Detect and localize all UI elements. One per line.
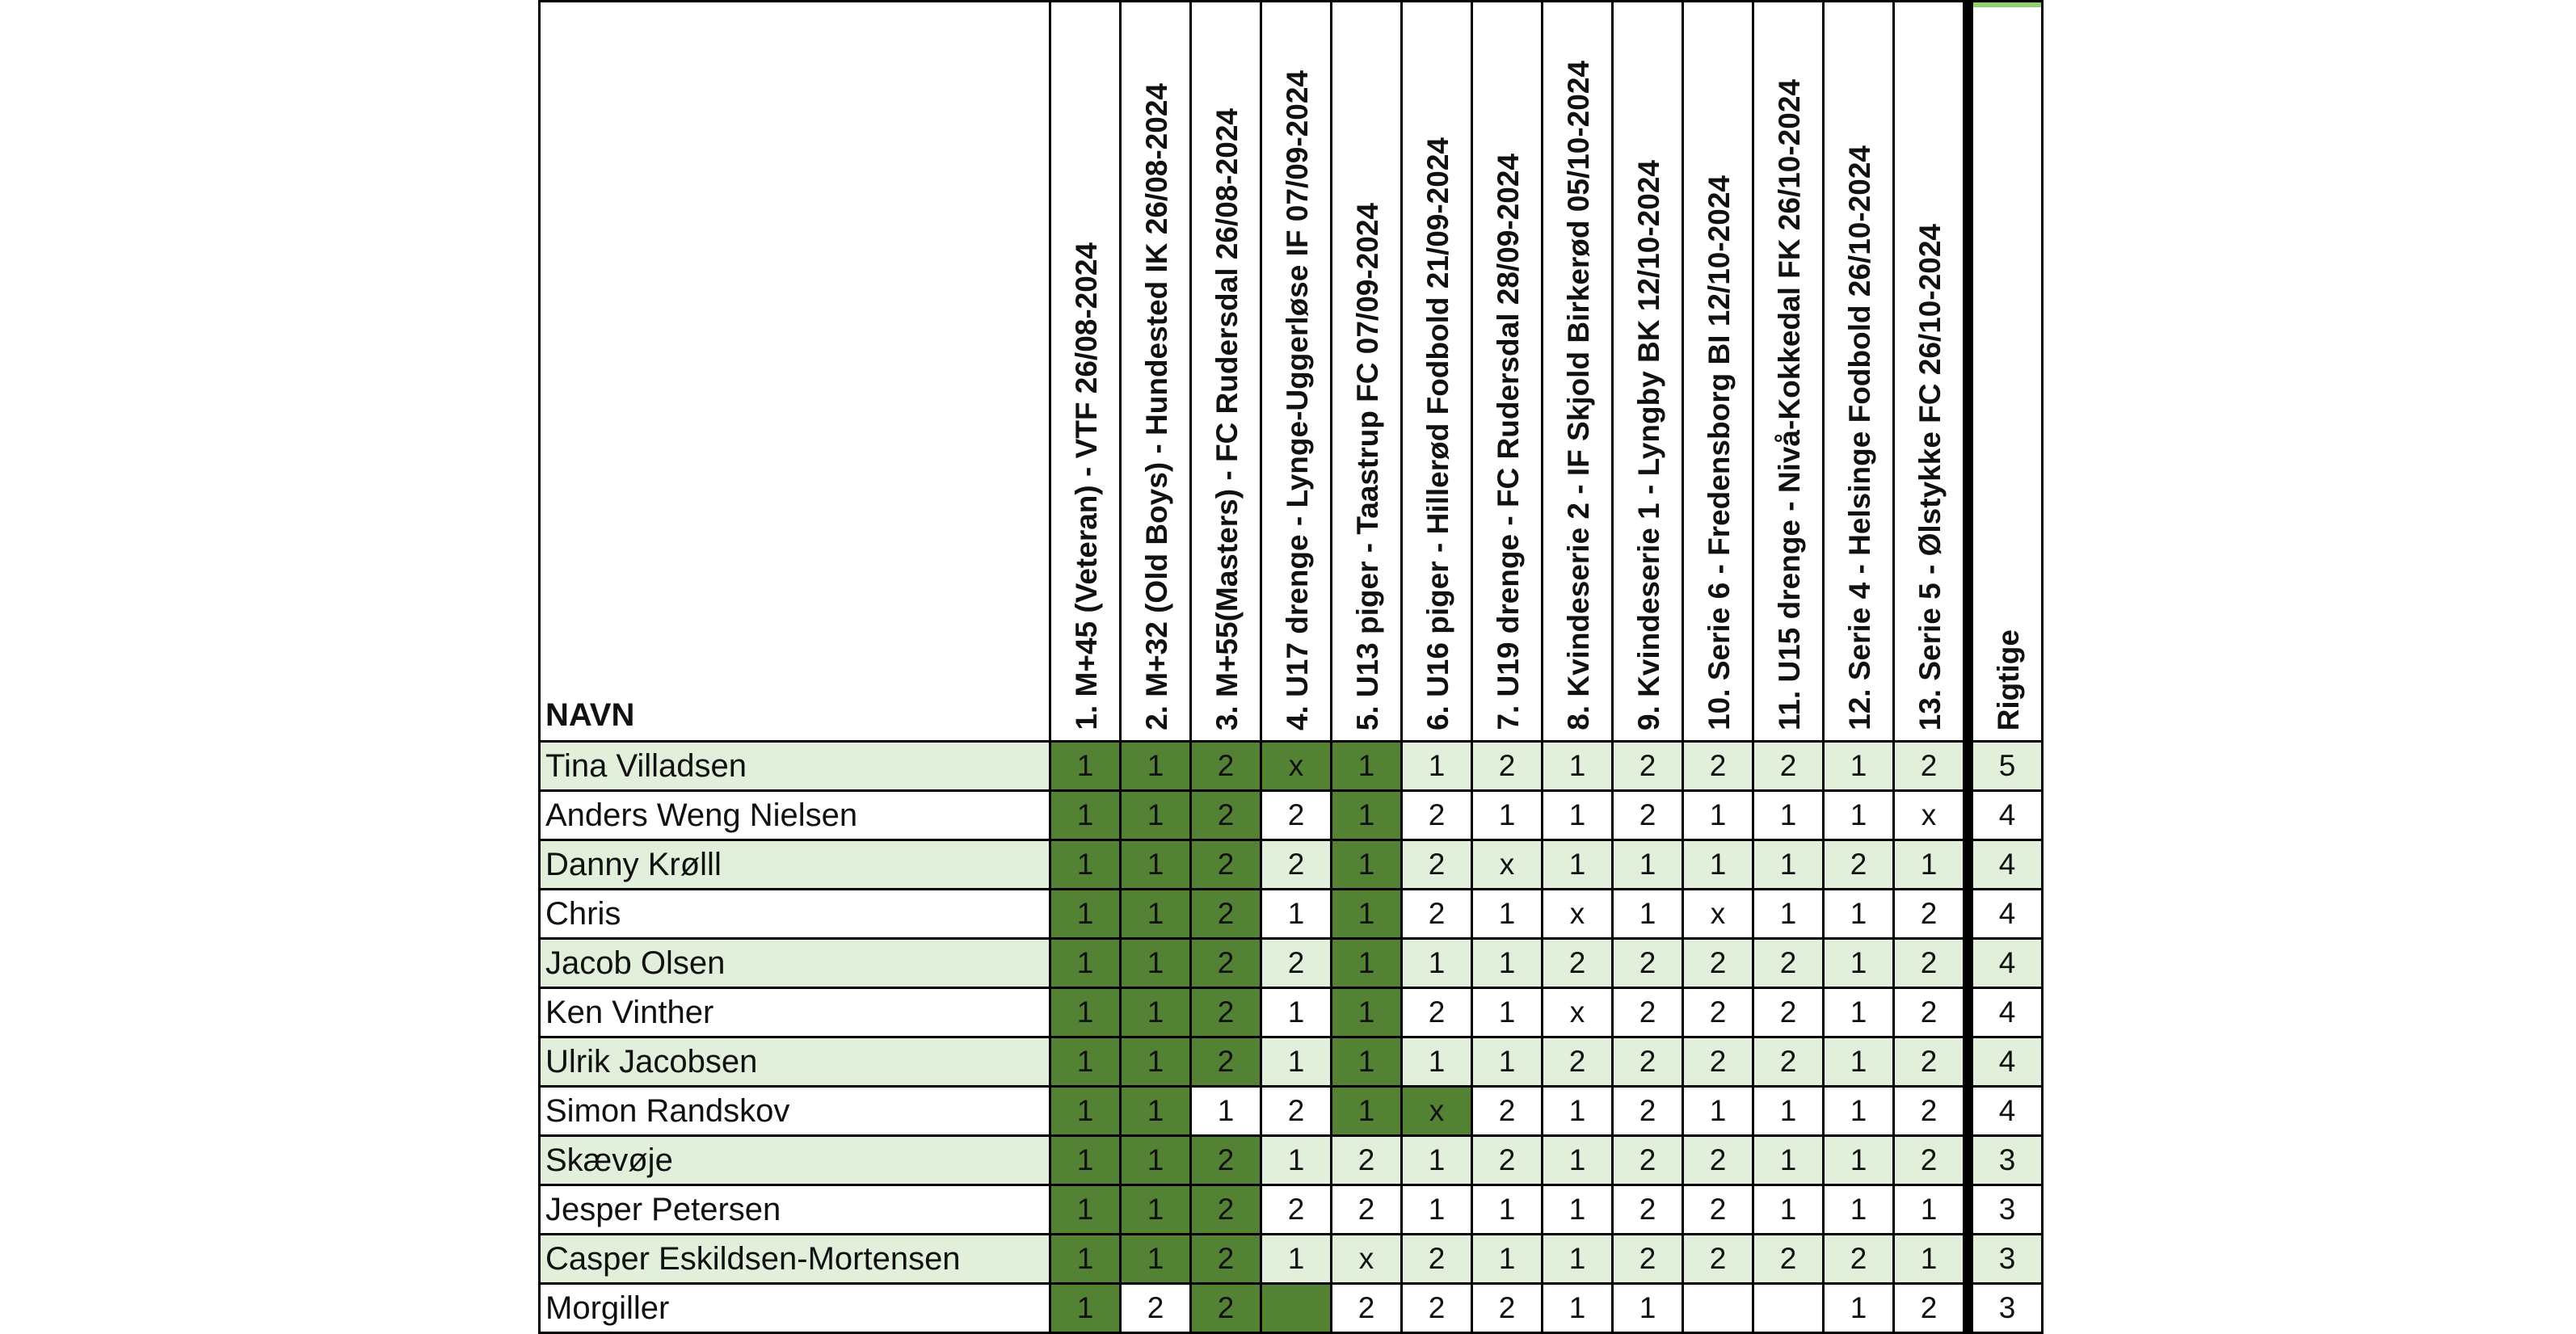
pick-cell[interactable]: 1	[1824, 1037, 1894, 1087]
pick-cell[interactable]: 2	[1613, 988, 1683, 1037]
column-separator	[1964, 890, 1972, 939]
pick-cell[interactable]: 2	[1332, 1284, 1402, 1333]
pick-cell[interactable]: 2	[1191, 840, 1261, 890]
pick-cell[interactable]: 2	[1683, 742, 1753, 791]
pick-cell[interactable]: 1	[1261, 1235, 1332, 1284]
participant-name-cell[interactable]: Simon Randskov	[540, 1087, 1050, 1136]
pick-cell[interactable]: 1	[1402, 742, 1472, 791]
table-row	[540, 988, 2043, 1037]
total-correct-cell[interactable]: 3	[1972, 1185, 2043, 1235]
pick-cell[interactable]: 1	[1050, 939, 1121, 988]
pick-cell[interactable]: 1	[1332, 890, 1402, 939]
pick-cell[interactable]: 2	[1683, 1235, 1753, 1284]
pick-cell[interactable]: 2	[1894, 1087, 1964, 1136]
pick-cell[interactable]: 1	[1050, 988, 1121, 1037]
total-correct-cell[interactable]: 4	[1972, 988, 2043, 1037]
pick-cell[interactable]: 2	[1613, 1136, 1683, 1185]
column-separator	[1964, 742, 1972, 791]
pick-cell[interactable]: 2	[1402, 840, 1472, 890]
match-header-6[interactable]	[1402, 2, 1472, 742]
pick-cell[interactable]: 1	[1753, 791, 1824, 840]
pick-cell[interactable]: 1	[1121, 890, 1191, 939]
match-header-3[interactable]	[1191, 2, 1261, 742]
pick-cell[interactable]: 2	[1753, 1235, 1824, 1284]
pick-cell[interactable]: 2	[1613, 1037, 1683, 1087]
total-correct-cell[interactable]: 4	[1972, 939, 2043, 988]
pick-cell[interactable]: 2	[1683, 1185, 1753, 1235]
pick-cell[interactable]: 2	[1824, 1235, 1894, 1284]
pick-cell[interactable]: 2	[1191, 890, 1261, 939]
match-header-10[interactable]	[1683, 2, 1753, 742]
pick-cell[interactable]: 1	[1121, 742, 1191, 791]
column-separator	[1964, 791, 1972, 840]
pick-cell[interactable]: 2	[1753, 1037, 1824, 1087]
participant-name-cell[interactable]: Jacob Olsen	[540, 939, 1050, 988]
pick-cell[interactable]: 2	[1261, 840, 1332, 890]
pick-cell[interactable]	[1683, 1284, 1753, 1333]
pick-cell[interactable]: 1	[1121, 1136, 1191, 1185]
match-header-label: 11. U15 drenge - Nivå-Kokkedal FK 26/10-2024	[1773, 78, 1806, 730]
pick-cell[interactable]: 1	[1402, 939, 1472, 988]
table-row	[540, 1037, 2043, 1087]
total-correct-cell[interactable]: 4	[1972, 840, 2043, 890]
pick-cell[interactable]: 2	[1894, 890, 1964, 939]
pick-cell[interactable]: 1	[1543, 1136, 1613, 1185]
pick-cell[interactable]: 1	[1050, 1087, 1121, 1136]
pick-cell[interactable]: 1	[1543, 1087, 1613, 1136]
pick-cell[interactable]: 2	[1191, 1235, 1261, 1284]
pick-cell[interactable]: 1	[1332, 1087, 1402, 1136]
pick-cell[interactable]: 1	[1824, 988, 1894, 1037]
pick-cell[interactable]: 1	[1121, 1185, 1191, 1235]
pick-cell[interactable]: 1	[1753, 840, 1824, 890]
pick-cell[interactable]: 1	[1824, 1136, 1894, 1185]
participant-name-cell[interactable]: Skævøje	[540, 1136, 1050, 1185]
pick-cell[interactable]: 1	[1613, 840, 1683, 890]
pick-cell[interactable]: 1	[1050, 742, 1121, 791]
pick-cell[interactable]: 2	[1894, 1284, 1964, 1333]
pick-cell[interactable]: 1	[1332, 988, 1402, 1037]
match-header-1[interactable]	[1050, 2, 1121, 742]
total-correct-cell[interactable]: 3	[1972, 1284, 2043, 1333]
pick-cell[interactable]: 2	[1824, 840, 1894, 890]
pick-cell[interactable]: 1	[1613, 1284, 1683, 1333]
pick-cell[interactable]: 2	[1472, 1136, 1543, 1185]
pick-cell[interactable]: 2	[1613, 791, 1683, 840]
pick-cell[interactable]: 1	[1121, 988, 1191, 1037]
match-header-label: 6. U16 piger - Hillerød Fodbold 21/09-2024	[1421, 137, 1454, 730]
pick-cell[interactable]: 1	[1402, 1037, 1472, 1087]
pick-cell[interactable]: x	[1683, 890, 1753, 939]
match-header-label: 9. Kvindeserie 1 - Lyngby BK 12/10-2024	[1632, 159, 1665, 730]
total-header-label: Rigtige	[1992, 629, 2025, 730]
pick-cell[interactable]: 2	[1402, 1235, 1472, 1284]
pick-cell[interactable]: x	[1543, 890, 1613, 939]
participant-name-cell[interactable]: Tina Villadsen	[540, 742, 1050, 791]
participant-name-cell[interactable]: Jesper Petersen	[540, 1185, 1050, 1235]
pick-cell[interactable]: 1	[1332, 742, 1402, 791]
pick-cell[interactable]: 1	[1121, 1087, 1191, 1136]
pick-cell[interactable]: 2	[1894, 1037, 1964, 1087]
match-header-label: 4. U17 drenge - Lynge-Uggerløse IF 07/09-2024	[1281, 69, 1314, 730]
pick-cell[interactable]: 1	[1543, 742, 1613, 791]
participant-name-cell[interactable]: Chris	[540, 890, 1050, 939]
pick-cell[interactable]: 1	[1753, 1185, 1824, 1235]
pick-cell[interactable]: 2	[1753, 742, 1824, 791]
pick-cell[interactable]: 1	[1050, 1136, 1121, 1185]
pick-cell[interactable]: 1	[1824, 939, 1894, 988]
pick-cell[interactable]: 1	[1683, 1087, 1753, 1136]
pick-cell[interactable]: 2	[1332, 1185, 1402, 1235]
match-header-4[interactable]	[1261, 2, 1332, 742]
pick-cell[interactable]: 2	[1543, 939, 1613, 988]
match-header-label: 2. M+32 (Old Boys) - Hundested IK 26/08-2024	[1140, 83, 1173, 730]
pick-cell[interactable]: 1	[1824, 890, 1894, 939]
pick-cell[interactable]: 1	[1753, 1087, 1824, 1136]
pick-cell[interactable]: 2	[1613, 939, 1683, 988]
pick-cell[interactable]: 2	[1191, 988, 1261, 1037]
pick-cell[interactable]: x	[1472, 840, 1543, 890]
name-column-header[interactable]: NAVN	[540, 2, 1050, 742]
participant-name-cell[interactable]: Danny Krølll	[540, 840, 1050, 890]
pick-cell[interactable]: 2	[1894, 1136, 1964, 1185]
participant-name-cell[interactable]: Ulrik Jacobsen	[540, 1037, 1050, 1087]
pick-cell[interactable]: 2	[1894, 988, 1964, 1037]
pick-cell[interactable]: 2	[1332, 1136, 1402, 1185]
table-row	[540, 791, 2043, 840]
pick-cell[interactable]: 2	[1191, 1284, 1261, 1333]
sheet-body	[540, 742, 2043, 1333]
pick-cell[interactable]: 2	[1613, 1087, 1683, 1136]
pick-cell[interactable]: 1	[1472, 1185, 1543, 1235]
pick-cell[interactable]: 1	[1332, 1037, 1402, 1087]
match-header-label: 12. Serie 4 - Helsinge Fodbold 26/10-2024	[1843, 145, 1876, 730]
pick-cell[interactable]: 1	[1050, 1185, 1121, 1235]
match-header-label: 10. Serie 6 - Fredensborg BI 12/10-2024	[1703, 175, 1736, 730]
total-column-header[interactable]	[1972, 2, 2043, 742]
pick-cell[interactable]: 1	[1683, 840, 1753, 890]
pick-cell[interactable]: 1	[1543, 1185, 1613, 1235]
table-row	[540, 939, 2043, 988]
total-correct-cell[interactable]: 4	[1972, 1037, 2043, 1087]
participant-name-cell[interactable]: Anders Weng Nielsen	[540, 791, 1050, 840]
pick-cell[interactable]	[1261, 1284, 1332, 1333]
pick-cell[interactable]: 2	[1402, 791, 1472, 840]
participant-name-cell[interactable]: Ken Vinther	[540, 988, 1050, 1037]
column-separator	[1964, 1284, 1972, 1333]
pick-cell[interactable]: 2	[1753, 988, 1824, 1037]
column-separator	[1964, 939, 1972, 988]
pick-cell[interactable]: 2	[1402, 1284, 1472, 1333]
column-separator	[1964, 2, 1972, 742]
table-row	[540, 1185, 2043, 1235]
pick-cell[interactable]: 1	[1121, 1037, 1191, 1087]
match-header-5[interactable]	[1332, 2, 1402, 742]
pick-cell[interactable]: 2	[1683, 988, 1753, 1037]
pick-cell[interactable]: 1	[1543, 840, 1613, 890]
match-header-label: 3. M+55(Masters) - FC Rudersdal 26/08-2024	[1210, 107, 1244, 730]
pick-cell[interactable]: x	[1261, 742, 1332, 791]
pick-cell[interactable]: 2	[1753, 939, 1824, 988]
match-header-label: 8. Kvindeserie 2 - IF Skjold Birkerød 05/10-2024	[1562, 61, 1595, 730]
table-row	[540, 1284, 2043, 1333]
pick-cell[interactable]: x	[1402, 1087, 1472, 1136]
column-separator	[1964, 1235, 1972, 1284]
pick-cell[interactable]: 2	[1191, 1136, 1261, 1185]
pick-cell[interactable]: 1	[1121, 939, 1191, 988]
match-header-label: 1. M+45 (Veteran) - VTF 26/08-2024	[1070, 242, 1103, 730]
pick-cell[interactable]	[1753, 1284, 1824, 1333]
pick-cell[interactable]: 1	[1121, 791, 1191, 840]
pick-cell[interactable]: 2	[1543, 1037, 1613, 1087]
pick-cell[interactable]: 1	[1050, 1235, 1121, 1284]
header-row	[540, 2, 2043, 742]
pick-cell[interactable]: 2	[1402, 890, 1472, 939]
pick-cell[interactable]: 1	[1050, 1037, 1121, 1087]
pick-cell[interactable]: 1	[1472, 890, 1543, 939]
pick-cell[interactable]: 1	[1543, 791, 1613, 840]
pick-cell[interactable]: 1	[1191, 1087, 1261, 1136]
pick-cell[interactable]: 2	[1613, 1185, 1683, 1235]
pick-cell[interactable]: 1	[1824, 791, 1894, 840]
column-separator	[1964, 1087, 1972, 1136]
pick-cell[interactable]: 2	[1472, 1284, 1543, 1333]
total-correct-cell[interactable]: 3	[1972, 1235, 2043, 1284]
column-separator	[1964, 1037, 1972, 1087]
pick-cell[interactable]: 1	[1261, 1037, 1332, 1087]
pick-cell[interactable]: 1	[1472, 988, 1543, 1037]
match-header-label: 7. U19 drenge - FC Rudersdal 28/09-2024	[1492, 154, 1525, 730]
participant-name-cell[interactable]: Casper Eskildsen-Mortensen	[540, 1235, 1050, 1284]
pick-cell[interactable]: 1	[1332, 939, 1402, 988]
pick-cell[interactable]: 2	[1191, 1185, 1261, 1235]
pick-cell[interactable]: 1	[1894, 840, 1964, 890]
table-row	[540, 840, 2043, 890]
pick-cell[interactable]: 1	[1824, 1284, 1894, 1333]
pick-cell[interactable]: 2	[1894, 742, 1964, 791]
match-header-12[interactable]	[1824, 2, 1894, 742]
match-header-label: 13. Serie 5 - Ølstykke FC 26/10-2024	[1913, 223, 1947, 730]
pick-cell[interactable]: 1	[1824, 1087, 1894, 1136]
pick-cell[interactable]: 2	[1121, 1284, 1191, 1333]
match-header-9[interactable]	[1613, 2, 1683, 742]
column-separator	[1964, 840, 1972, 890]
table-row	[540, 1235, 2043, 1284]
pick-cell[interactable]: 2	[1261, 1087, 1332, 1136]
pick-cell[interactable]: 1	[1824, 1185, 1894, 1235]
match-header-11[interactable]	[1753, 2, 1824, 742]
pick-cell[interactable]: 1	[1332, 791, 1402, 840]
pick-cell[interactable]: 2	[1191, 742, 1261, 791]
pick-cell[interactable]: 2	[1261, 939, 1332, 988]
pick-cell[interactable]: 2	[1472, 742, 1543, 791]
table-row	[540, 742, 2043, 791]
pick-cell[interactable]: 2	[1613, 1235, 1683, 1284]
pick-cell[interactable]: 2	[1191, 791, 1261, 840]
pick-cell[interactable]: 1	[1472, 1235, 1543, 1284]
table-row	[540, 1087, 2043, 1136]
pick-cell[interactable]: 1	[1402, 1185, 1472, 1235]
total-correct-cell[interactable]: 4	[1972, 890, 2043, 939]
pick-cell[interactable]: 1	[1050, 890, 1121, 939]
pick-cell[interactable]: 2	[1894, 939, 1964, 988]
pick-cell[interactable]: x	[1894, 791, 1964, 840]
participant-name-cell[interactable]: Morgiller	[540, 1284, 1050, 1333]
pick-cell[interactable]: 1	[1683, 791, 1753, 840]
pick-cell[interactable]: 2	[1683, 1037, 1753, 1087]
total-correct-cell[interactable]: 4	[1972, 791, 2043, 840]
column-separator	[1964, 1185, 1972, 1235]
pick-cell[interactable]: 1	[1261, 1136, 1332, 1185]
pick-cell[interactable]: 1	[1121, 1235, 1191, 1284]
total-correct-cell[interactable]: 4	[1972, 1087, 2043, 1136]
pick-cell[interactable]: 1	[1753, 890, 1824, 939]
pick-cell[interactable]: 1	[1121, 840, 1191, 890]
table-row	[540, 890, 2043, 939]
pick-cell[interactable]: 1	[1261, 890, 1332, 939]
pick-cell[interactable]: 1	[1261, 988, 1332, 1037]
pick-cell[interactable]: 1	[1824, 742, 1894, 791]
pick-cell[interactable]: 1	[1613, 890, 1683, 939]
pick-cell[interactable]: 1	[1472, 791, 1543, 840]
pick-cell[interactable]: x	[1543, 988, 1613, 1037]
pick-cell[interactable]: 2	[1683, 939, 1753, 988]
pick-cell[interactable]: 2	[1191, 1037, 1261, 1087]
pick-cell[interactable]: 1	[1543, 1284, 1613, 1333]
pick-cell[interactable]: 1	[1050, 791, 1121, 840]
pick-cell[interactable]: 2	[1261, 791, 1332, 840]
pick-cell[interactable]: 1	[1332, 840, 1402, 890]
pick-cell[interactable]: 2	[1261, 1185, 1332, 1235]
column-separator	[1964, 1136, 1972, 1185]
match-header-8[interactable]	[1543, 2, 1613, 742]
pick-cell[interactable]: 1	[1050, 840, 1121, 890]
pick-cell[interactable]: 2	[1402, 988, 1472, 1037]
total-correct-cell[interactable]: 3	[1972, 1136, 2043, 1185]
pick-cell[interactable]: 1	[1472, 939, 1543, 988]
match-header-label: 5. U13 piger - Taastrup FC 07/09-2024	[1351, 202, 1384, 730]
pick-cell[interactable]: 1	[1402, 1136, 1472, 1185]
table-row	[540, 1136, 2043, 1185]
pick-cell[interactable]: 2	[1191, 939, 1261, 988]
pick-cell[interactable]: 2	[1683, 1136, 1753, 1185]
match-header-13[interactable]	[1894, 2, 1964, 742]
tips-sheet	[538, 0, 2044, 1334]
pick-cell[interactable]: 2	[1613, 742, 1683, 791]
pick-cell[interactable]: 1	[1753, 1136, 1824, 1185]
pick-cell[interactable]: 1	[1894, 1185, 1964, 1235]
pick-cell[interactable]: 1	[1543, 1235, 1613, 1284]
pick-cell[interactable]: 1	[1472, 1037, 1543, 1087]
total-correct-cell[interactable]: 5	[1972, 742, 2043, 791]
pick-cell[interactable]: 1	[1894, 1235, 1964, 1284]
pick-cell[interactable]: 1	[1050, 1284, 1121, 1333]
pick-cell[interactable]: 2	[1472, 1087, 1543, 1136]
match-header-2[interactable]	[1121, 2, 1191, 742]
pick-cell[interactable]: x	[1332, 1235, 1402, 1284]
column-separator	[1964, 988, 1972, 1037]
match-header-7[interactable]	[1472, 2, 1543, 742]
